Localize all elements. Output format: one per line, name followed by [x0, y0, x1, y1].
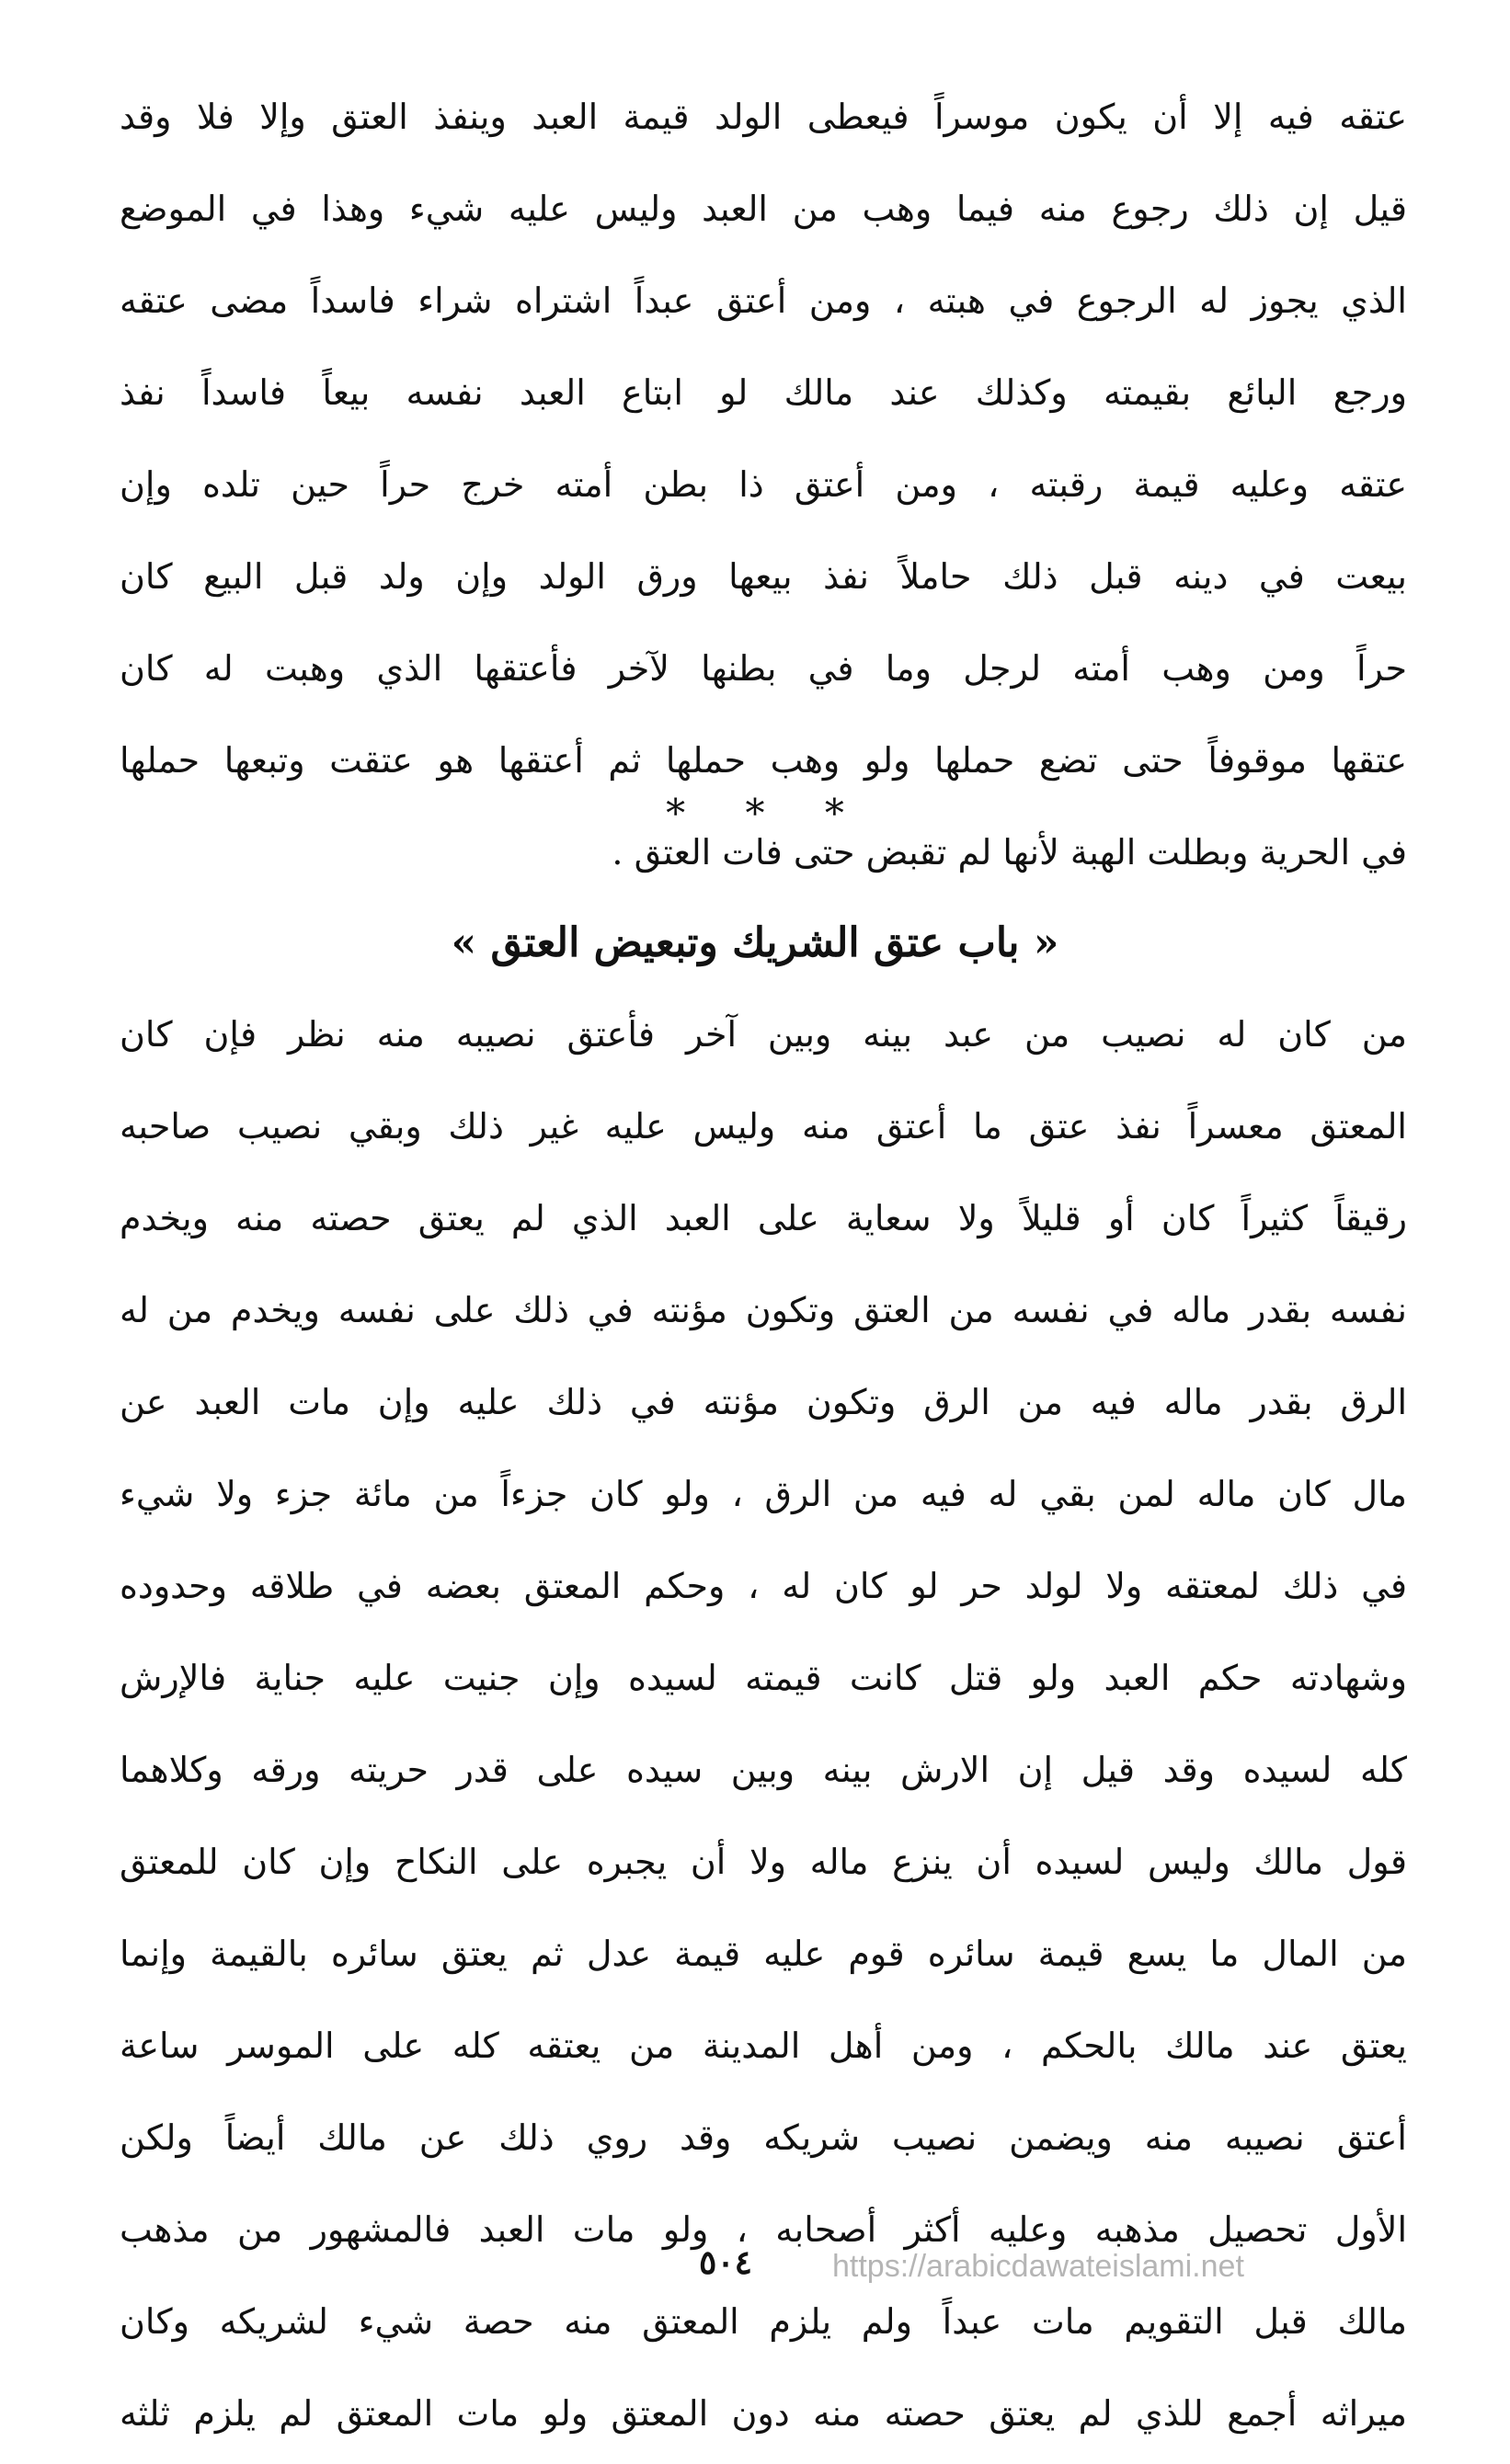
separator-star: *	[824, 791, 844, 836]
text-line: وشهادته حكم العبد ولو قتل كانت قيمته لسيده وإن جنيت عليه جناية فالإرش	[120, 1658, 1407, 1698]
text-line: ورجع البائع بقيمته وكذلك عند مالك لو ابتاع العبد نفسه بيعاً فاسداً نفذ	[120, 372, 1407, 413]
website-watermark: https://arabicdawateislami.net	[832, 2249, 1244, 2284]
page-number: ٥٠٤	[699, 2243, 753, 2282]
text-line: من كان له نصيب من عبد بينه وبين آخر فأعتق نصيبه منه نظر فإن كان	[120, 1014, 1407, 1055]
text-line: في الحرية وبطلت الهبة لأنها لم تقبض حتى فات العتق .	[612, 832, 1407, 873]
top-paragraph	[120, 75, 1407, 903]
text-line: يعتق عند مالك بالحكم ، ومن أهل المدينة من يعتقه كله على الموسر ساعة	[120, 2025, 1407, 2066]
text-line: من المال ما يسع قيمة سائره قوم عليه قيمة عدل ثم يعتق سائره بالقيمة وإنما	[120, 1934, 1407, 1974]
separator-star: *	[666, 791, 686, 836]
separator-star: *	[745, 791, 765, 836]
text-line: عتقها موقوفاً حتى تضع حملها ولو وهب حملها ثم أعتقها هو عتقت وتبعها حملها	[120, 740, 1407, 781]
text-line: عتقه فيه إلا أن يكون موسراً فيعطى الولد قيمة العبد وينفذ العتق وإلا فلا وقد	[120, 97, 1407, 137]
text-line: نفسه بقدر ماله في نفسه من العتق وتكون مؤنته في ذلك على نفسه ويخدم من له	[120, 1290, 1407, 1330]
text-line: كله لسيده وقد قيل إن الارش بينه وبين سيده على قدر حريته ورقه وكلاهما	[120, 1750, 1407, 1790]
text-line: الأول تحصيل مذهبه وعليه أكثر أصحابه ، ولو مات العبد فالمشهور من مذهب	[120, 2209, 1407, 2250]
text-line: عتقه وعليه قيمة رقبته ، ومن أعتق ذا بطن أمته خرج حراً حين تلده وإن	[120, 464, 1407, 505]
text-line: مالك قبل التقويم مات عبداً ولم يلزم المعتق منه حصة شيء لشريكه وكان	[120, 2301, 1407, 2342]
text-line: الذي يجوز له الرجوع في هبته ، ومن أعتق عبداً اشتراه شراء فاسداً مضى عتقه	[120, 280, 1407, 321]
text-line: بيعت في دينه قبل ذلك حاملاً نفذ بيعها ورق الولد وإن ولد قبل البيع كان	[120, 556, 1407, 597]
text-line: قيل إن ذلك رجوع منه فيما وهب من العبد وليس عليه شيء وهذا في الموضع	[120, 188, 1407, 229]
page-footer	[0, 2243, 1510, 2289]
section-separator	[0, 791, 1510, 836]
text-line: أعتق نصيبه منه ويضمن نصيب شريكه وقد روي ذلك عن مالك أيضاً ولكن	[120, 2117, 1407, 2158]
text-line: مال كان ماله لمن بقي له فيه من الرق ، ولو كان جزءاً من مائة جزء ولا شيء	[120, 1474, 1407, 1514]
text-line: رقيقاً كثيراً كان أو قليلاً ولا سعاية على العبد الذي لم يعتق حصته منه ويخدم	[120, 1198, 1407, 1238]
text-line: حراً ومن وهب أمته لرجل وما في بطنها لآخر فأعتقها الذي وهبت له كان	[120, 648, 1407, 689]
text-line: قول مالك وليس لسيده أن ينزع ماله ولا أن يجبره على النكاح وإن كان للمعتق	[120, 1842, 1407, 1882]
chapter-title: « باب عتق الشريك وتبعيض العتق »	[451, 919, 1059, 966]
text-line: ميراثه أجمع للذي لم يعتق حصته منه دون المعتق ولو مات المعتق لم يلزم ثلثه	[120, 2393, 1407, 2434]
text-line: في ذلك لمعتقه ولا لولد حر لو كان له ، وحكم المعتق بعضه في طلاقه وحدوده	[120, 1566, 1407, 1606]
text-line: المعتق معسراً نفذ عتق ما أعتق منه وليس عليه غير ذلك وبقي نصيب صاحبه	[120, 1106, 1407, 1146]
text-line: الرق بقدر ماله فيه من الرق وتكون مؤنته في ذلك عليه وإن مات العبد عن	[120, 1382, 1407, 1422]
